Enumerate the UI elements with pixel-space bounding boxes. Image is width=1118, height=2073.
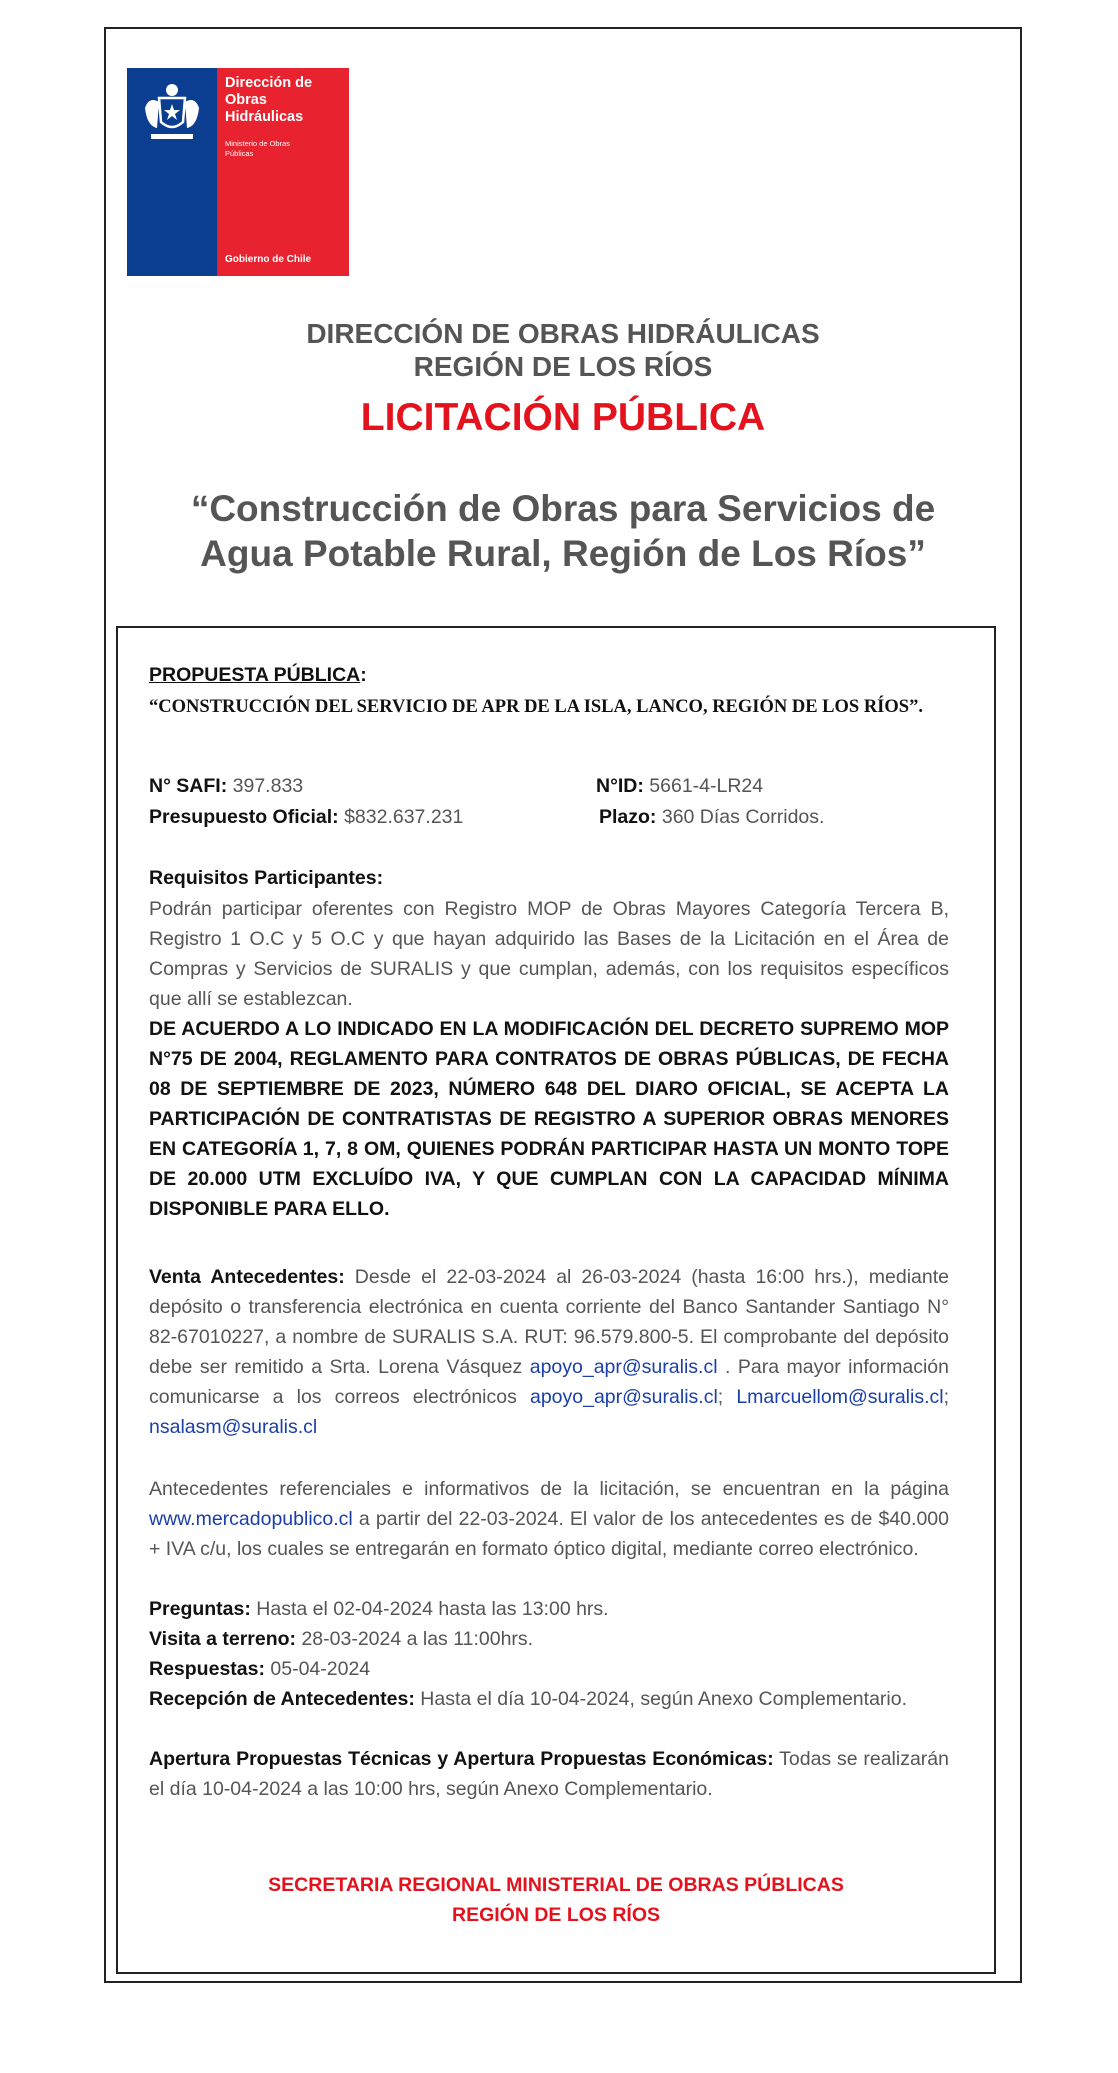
requirements-text: Podrán participar oferentes con Registro MOP de Obras Mayores Categoría Tercera B, Registro 1 O.C y 5 O.C y que hayan adquirido las Bases de la Licitación en el Área de Compras y Servicios de SURALIS y que cumplan, además, con los requisitos específicos que allí se establezcan. bbox=[149, 898, 949, 1010]
budget-value: $832.637.231 bbox=[344, 806, 464, 828]
visit-line bbox=[149, 1624, 949, 1654]
proposal-label-line bbox=[149, 660, 949, 690]
opening-line bbox=[149, 1744, 949, 1804]
reception-label: Recepción de Antecedentes: bbox=[149, 1688, 415, 1710]
term-label: Plazo: bbox=[599, 806, 657, 828]
id-value: 5661-4-LR24 bbox=[649, 775, 764, 797]
heading-region: REGIÓN DE LOS RÍOS bbox=[413, 351, 713, 382]
visit-value: 28-03-2024 a las 11:00hrs. bbox=[301, 1628, 534, 1650]
project-title-line1: “Construcción de Obras para Servicios de bbox=[190, 488, 936, 529]
sales-paragraph bbox=[149, 1262, 949, 1442]
project-title-line2: Agua Potable Rural, Región de Los Ríos” bbox=[200, 533, 926, 574]
proposal-name: “CONSTRUCCIÓN DEL SERVICIO DE APR DE LA ISLA, LANCO, REGIÓN DE LOS RÍOS”. bbox=[149, 697, 923, 717]
heading-tender-type: LICITACIÓN PÚBLICA bbox=[360, 396, 766, 439]
budget-label: Presupuesto Oficial: bbox=[149, 806, 339, 828]
references-text2: a partir del 22-03-2024. El valor de los antecedentes es de $40.000 + IVA c/u, los cuales se entregarán en formato óptico digital, mediante correo electrónico. bbox=[149, 1508, 949, 1560]
term-value: 360 Días Corridos. bbox=[661, 806, 825, 828]
details-row-2 bbox=[149, 802, 949, 832]
answers-line bbox=[149, 1654, 949, 1684]
heading-direction: DIRECCIÓN DE OBRAS HIDRÁULICAS bbox=[306, 318, 820, 349]
references-text1: Antecedentes referenciales e informativos de la licitación, se encuentran en la página bbox=[149, 1478, 949, 1500]
sales-separator-1: ; bbox=[717, 1386, 724, 1408]
details-row-1 bbox=[149, 771, 949, 801]
answers-label: Respuestas: bbox=[149, 1658, 265, 1680]
sales-text1: Desde el 22-03-2024 al 26-03-2024 (hasta 16:00 hrs.), mediante depósito o transferencia electrónica en cuenta corriente del Banco Santander Santiago N° 82-67010227, a nombre de SURALIS S.A. RUT: 96.579.800-5. El comprobante del depósito debe ser remitido a Srta. Lorena Vásquez bbox=[149, 1266, 949, 1378]
references-paragraph bbox=[149, 1474, 949, 1564]
sales-separator-2: ; bbox=[943, 1386, 950, 1408]
id-label: N°ID: bbox=[596, 775, 644, 797]
sales-label: Venta Antecedentes: bbox=[149, 1266, 345, 1288]
email-link-4[interactable]: nsalasm@suralis.cl bbox=[149, 1416, 318, 1438]
opening-value: Todas se realizarán el día 10-04-2024 a las 10:00 hrs, según Anexo Complementario. bbox=[149, 1748, 949, 1800]
opening-label: Apertura Propuestas Técnicas y Apertura Propuestas Económicas: bbox=[149, 1748, 774, 1770]
email-link-2[interactable]: apoyo_apr@suralis.cl bbox=[529, 1386, 718, 1408]
questions-line bbox=[149, 1594, 949, 1624]
logo-government: Gobierno de Chile bbox=[225, 254, 312, 265]
id-field bbox=[596, 771, 763, 801]
reception-value: Hasta el día 10-04-2024, según Anexo Complementario. bbox=[420, 1688, 908, 1710]
visit-label: Visita a terreno: bbox=[149, 1628, 297, 1650]
project-title bbox=[134, 486, 992, 576]
sales-text2: . Para mayor información comunicarse a los correos electrónicos bbox=[149, 1356, 949, 1408]
email-link-3[interactable]: Lmarcuellom@suralis.cl bbox=[736, 1386, 944, 1408]
requirements-heading: Requisitos Participantes: bbox=[149, 867, 384, 889]
proposal-label-colon: : bbox=[360, 664, 367, 686]
email-link-1[interactable]: apoyo_apr@suralis.cl bbox=[529, 1356, 718, 1378]
term-field bbox=[599, 802, 824, 832]
questions-label: Preguntas: bbox=[149, 1598, 251, 1620]
safi-label: N° SAFI: bbox=[149, 775, 228, 797]
mercadopublico-link[interactable]: www.mercadopublico.cl bbox=[149, 1508, 353, 1530]
dga-logo bbox=[127, 68, 349, 276]
safi-value: 397.833 bbox=[232, 775, 304, 797]
reception-line bbox=[149, 1684, 949, 1714]
proposal-label: PROPUESTA PÚBLICA bbox=[149, 664, 361, 686]
requirements-notice: DE ACUERDO A LO INDICADO EN LA MODIFICACIÓN DEL DECRETO SUPREMO MOP N°75 DE 2004, REGLAMENTO PARA CONTRATOS DE OBRAS PÚBLICAS, DE FECHA 08 DE SEPTIEMBRE DE 2023, NÚMERO 648 DEL DIARO OFICIAL, SE ACEPTA LA PARTICIPACIÓN DE CONTRATISTAS DE REGISTRO A SUPERIOR OBRAS MENORES EN CATEGORÍA 1, 7, 8 OM, QUIENES PODRÁN PARTICIPAR HASTA UN MONTO TOPE DE 20.000 UTM EXCLUÍDO IVA, Y QUE CUMPLAN CON LA CAPACIDAD MÍNIMA DISPONIBLE PARA ELLO. bbox=[149, 1018, 949, 1220]
logo-ministry: Ministerio de Obras Públicas bbox=[225, 139, 291, 158]
coat-of-arms-icon bbox=[137, 78, 207, 148]
footer-line1: SECRETARIA REGIONAL MINISTERIAL DE OBRAS PÚBLICAS bbox=[268, 1874, 844, 1896]
logo-blue-band bbox=[127, 68, 217, 276]
questions-value: Hasta el 02-04-2024 hasta las 13:00 hrs. bbox=[256, 1598, 609, 1620]
answers-value: 05-04-2024 bbox=[270, 1658, 371, 1680]
logo-title: Dirección de Obras Hidráulicas bbox=[225, 75, 313, 125]
footer-line2: REGIÓN DE LOS RÍOS bbox=[451, 1904, 661, 1926]
